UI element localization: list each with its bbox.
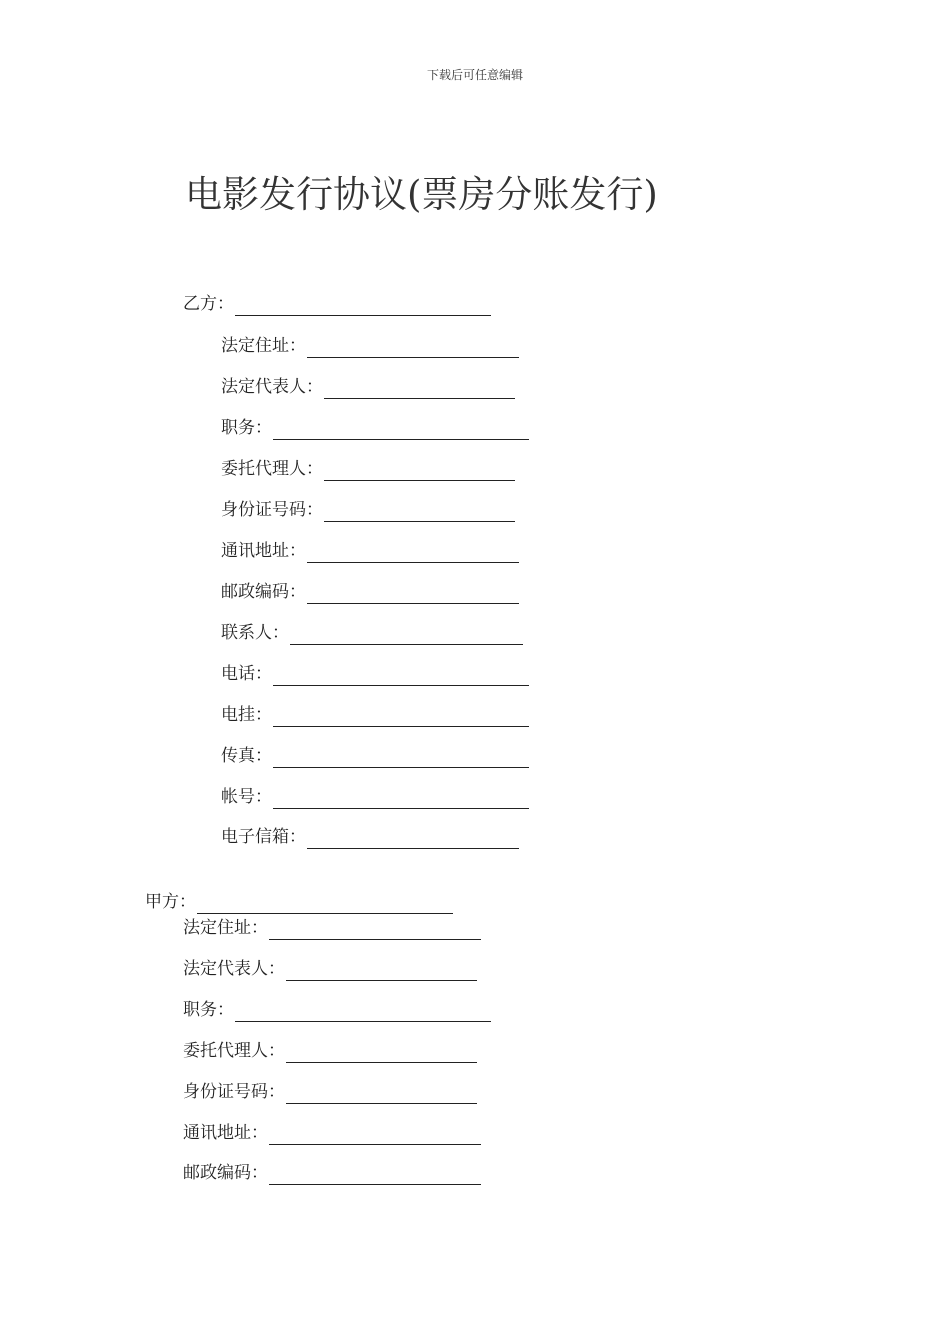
field-label: 身份证号码：	[221, 500, 323, 520]
party-b-field	[221, 334, 519, 358]
field-blank[interactable]	[286, 962, 477, 981]
header-note: 下载后可任意编辑	[426, 68, 523, 82]
field-label: 电子信箱：	[221, 827, 306, 847]
field-label: 邮政编码：	[221, 582, 306, 602]
field-label: 职务：	[183, 1000, 234, 1020]
field-label: 法定代表人：	[221, 377, 323, 397]
party-b-field	[221, 498, 515, 522]
field-blank[interactable]	[286, 1085, 477, 1104]
party-b-field	[221, 825, 519, 849]
party-a-field	[183, 1161, 481, 1185]
party-a-field	[183, 1039, 477, 1063]
field-label: 电挂：	[221, 705, 272, 725]
field-blank[interactable]	[273, 749, 529, 768]
field-blank[interactable]	[269, 921, 481, 940]
field-blank[interactable]	[307, 544, 519, 563]
party-a-field	[183, 916, 481, 940]
field-label: 邮政编码：	[183, 1163, 268, 1183]
field-blank[interactable]	[324, 462, 515, 481]
party-a-label: 甲方：	[145, 892, 196, 912]
field-blank[interactable]	[269, 1126, 481, 1145]
field-blank[interactable]	[273, 421, 529, 440]
party-b-field	[221, 785, 529, 809]
party-b-field	[221, 703, 529, 727]
field-blank[interactable]	[307, 339, 519, 358]
party-b-label: 乙方：	[183, 294, 234, 314]
party-b-field	[221, 539, 519, 563]
field-blank[interactable]	[307, 830, 519, 849]
field-blank[interactable]	[324, 503, 515, 522]
field-blank[interactable]	[273, 667, 529, 686]
field-label: 身份证号码：	[183, 1082, 285, 1102]
party-b-field	[221, 662, 529, 686]
party-b-field	[221, 375, 515, 399]
field-blank[interactable]	[324, 380, 515, 399]
field-label: 委托代理人：	[221, 459, 323, 479]
field-label: 委托代理人：	[183, 1041, 285, 1061]
party-a-field	[183, 1080, 477, 1104]
party-b-field	[221, 621, 523, 645]
field-label: 法定代表人：	[183, 959, 285, 979]
field-blank[interactable]	[269, 1166, 481, 1185]
party-b-field	[221, 457, 515, 481]
party-b-blank[interactable]	[235, 297, 491, 316]
party-b-field	[221, 744, 529, 768]
field-blank[interactable]	[235, 1003, 491, 1022]
party-a-heading	[145, 890, 453, 914]
party-a-field	[183, 998, 491, 1022]
field-label: 电话：	[221, 664, 272, 684]
field-blank[interactable]	[286, 1044, 477, 1063]
party-a-field	[183, 1121, 481, 1145]
field-label: 联系人：	[221, 623, 289, 643]
party-b-field	[221, 580, 519, 604]
field-label: 传真：	[221, 746, 272, 766]
field-label: 通讯地址：	[183, 1123, 268, 1143]
field-label: 法定住址：	[221, 336, 306, 356]
field-blank[interactable]	[273, 708, 529, 727]
field-label: 职务：	[221, 418, 272, 438]
party-b-heading	[183, 292, 491, 316]
field-label: 法定住址：	[183, 918, 268, 938]
field-blank[interactable]	[290, 626, 523, 645]
field-blank[interactable]	[273, 790, 529, 809]
field-label: 帐号：	[221, 787, 272, 807]
party-a-blank[interactable]	[197, 895, 453, 914]
document-title: 电影发行协议(票房分账发行)	[185, 173, 658, 216]
party-a-field	[183, 957, 477, 981]
party-b-field	[221, 416, 529, 440]
field-label: 通讯地址：	[221, 541, 306, 561]
field-blank[interactable]	[307, 585, 519, 604]
